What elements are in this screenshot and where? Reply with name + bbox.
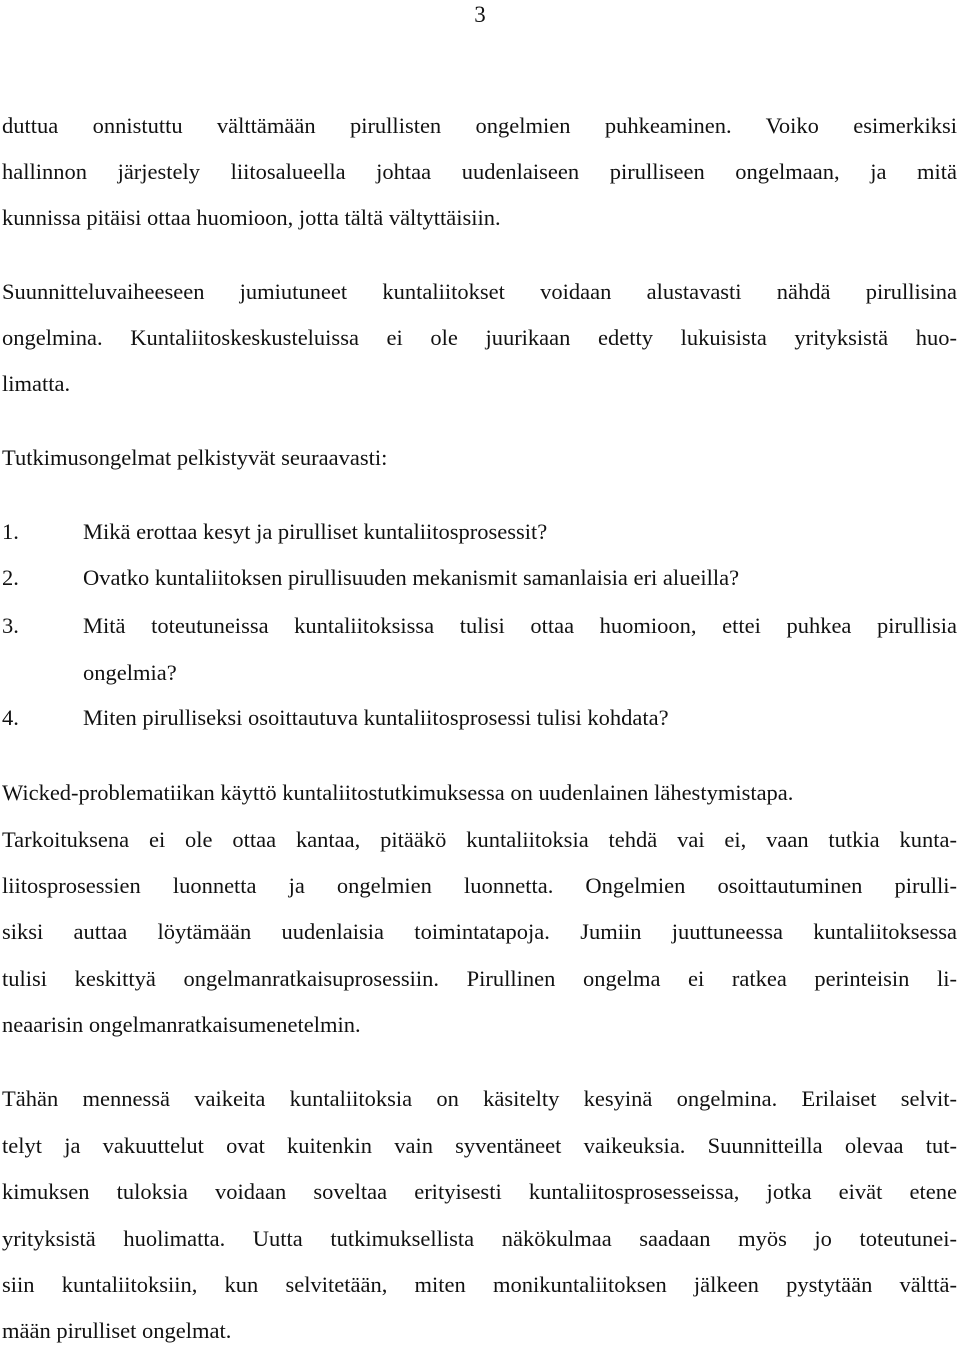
paragraph-line: kimuksen tuloksia voidaan soveltaa erityisesti kuntaliitosprosesseissa, jotka eivät etene <box>2 1179 957 1204</box>
list-item-text: ongelmia? <box>83 660 177 685</box>
paragraph-line: Suunnitteluvaiheeseen jumiutuneet kuntaliitokset voidaan alustavasti nähdä pirullisina <box>2 279 957 304</box>
paragraph-line: Wicked-problematiikan käyttö kuntaliitostutkimuksessa on uudenlainen lähestymistapa. <box>2 780 794 805</box>
paragraph-line: kunnissa pitäisi ottaa huomioon, jotta tältä vältyttäisiin. <box>2 205 501 230</box>
list-item-number: 4. <box>2 705 19 730</box>
list-item-number: 1. <box>2 519 19 544</box>
paragraph-line: ongelmina. Kuntaliitoskeskusteluissa ei ole juurikaan edetty lukuisista yrityksistä huo- <box>2 325 957 350</box>
paragraph-line: hallinnon järjestely liitosalueella johtaa uudenlaiseen pirulliseen ongelmaan, ja mitä <box>2 159 957 184</box>
paragraph-line: tulisi keskittyä ongelmanratkaisuprosessiin. Pirullinen ongelma ei ratkea perinteisin li- <box>2 966 957 991</box>
paragraph-line: siksi auttaa löytämään uudenlaisia toimintatapoja. Jumiin juuttuneessa kuntaliitoksessa <box>2 919 957 944</box>
research-questions-intro: Tutkimusongelmat pelkistyvät seuraavasti: <box>2 445 388 470</box>
list-item-number: 2. <box>2 565 19 590</box>
paragraph-line: duttua onnistuttu välttämään pirullisten ongelmien puhkeaminen. Voiko esimerkiksi <box>2 113 957 138</box>
list-item-text: Mitä toteutuneissa kuntaliitoksissa tulisi ottaa huomioon, ettei puhkea pirullisia <box>83 613 957 638</box>
paragraph-line: liitosprosessien luonnetta ja ongelmien luonnetta. Ongelmien osoittautuminen pirulli- <box>2 873 957 898</box>
list-item-text: Ovatko kuntaliitoksen pirullisuuden mekanismit samanlaisia eri alueilla? <box>83 565 740 590</box>
list-item-number: 3. <box>2 613 19 638</box>
paragraph-line: limatta. <box>2 371 71 396</box>
paragraph-line: Tarkoituksena ei ole ottaa kantaa, pitääkö kuntaliitoksia tehdä vai ei, vaan tutkia kunta- <box>2 827 957 852</box>
list-item-text: Miten pirulliseksi osoittautuva kuntaliitosprosessi tulisi kohdata? <box>83 705 669 730</box>
list-item-text: Mikä erottaa kesyt ja pirulliset kuntaliitosprosessit? <box>83 519 548 544</box>
paragraph-line: neaarisin ongelmanratkaisumenetelmin. <box>2 1012 361 1037</box>
paragraph-line: telyt ja vakuuttelut ovat kuitenkin vain syventäneet vaikeuksia. Suunnitteilla olevaa tut- <box>2 1133 957 1158</box>
page-number: 3 <box>474 2 486 27</box>
paragraph-line: siin kuntaliitoksiin, kun selvitetään, miten monikuntaliitoksen jälkeen pystytään välttä- <box>2 1272 957 1297</box>
paragraph-line: mään pirulliset ongelmat. <box>2 1318 232 1343</box>
paragraph-line: Tähän mennessä vaikeita kuntaliitoksia on käsitelty kesyinä ongelmina. Erilaiset selvit- <box>2 1086 957 1111</box>
paragraph-line: yrityksistä huolimatta. Uutta tutkimuksellista näkökulmaa saadaan myös jo toteutunei- <box>2 1226 957 1251</box>
